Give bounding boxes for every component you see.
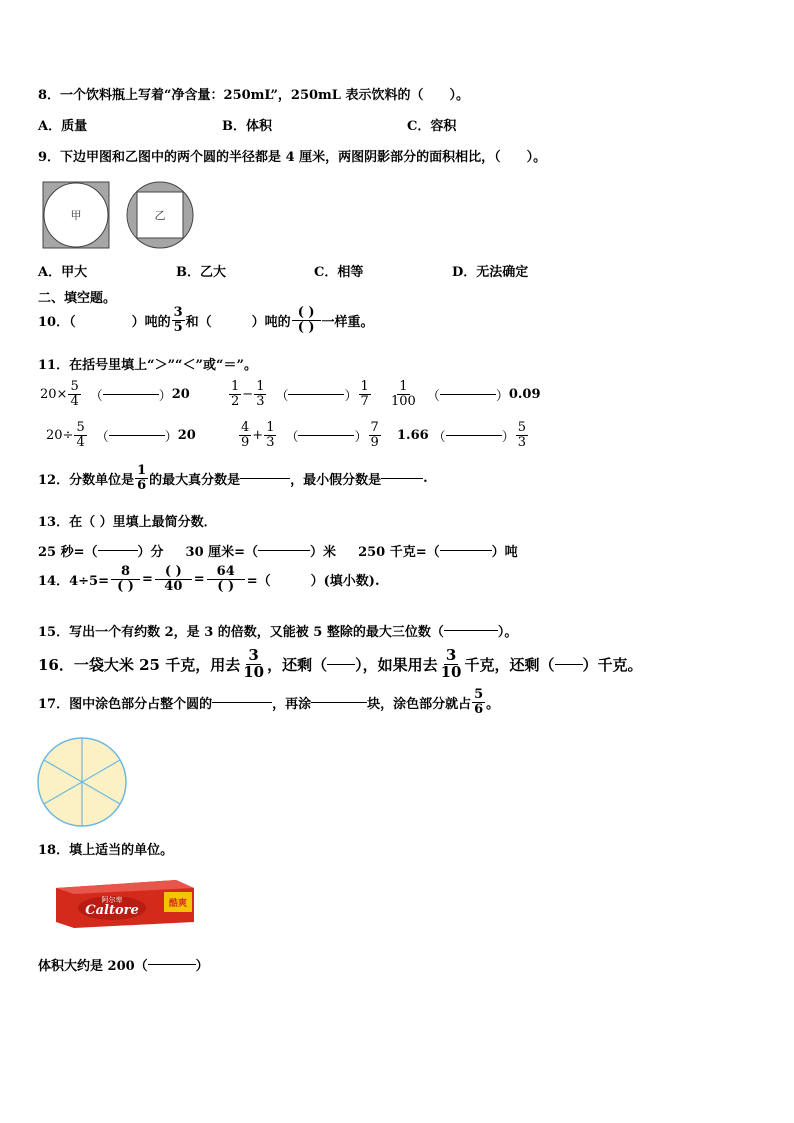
q18-stem: 18．填上适当的单位。 (38, 843, 174, 858)
q8-option-a: A．质量 (38, 119, 88, 134)
q11-r2c3: 1.66 （ ） $\frac{5}{3}$ (397, 420, 526, 450)
q9-stem: 9．下边甲图和乙图中的两个圆的半径都是 4 厘米，两图阴影部分的面积相比，（ ）。 (38, 150, 547, 165)
q9-option-d: D．无法确定 (452, 265, 529, 280)
q16: 16．一袋大米 25 千克，用去 $\frac{3}{10}$ ，还剩（ ），如果用去 $\frac{3}{10}$ 千克，还剩（ ）千克。 (38, 646, 643, 681)
q13-stem: 13．在（ ）里填上最简分数． (38, 515, 217, 530)
q11-r1c1: 20× $\frac{5}{4}$ （ ） 20 (40, 379, 190, 409)
toothpaste-box-image (54, 878, 196, 930)
q11-r2c2: $\frac{4}{9}$ + $\frac{1}{3}$ （ ） $\frac{7}{9}$ (241, 420, 379, 450)
q17: 17．图中涂色部分占整个圆的 ，再涂 块，涂色部分就占 $\frac{5}{6}$ 。 (38, 687, 500, 717)
svg-text:酷爽: 酷爽 (168, 899, 188, 909)
figure-yi-label: 乙 (154, 209, 166, 222)
q8-option-c: C．容积 (407, 119, 457, 134)
q10: 10．（ ）吨的 $\frac{3}{5}$ 和（ ）吨的 $\frac{( )}{( )}$ 一样重。 (38, 305, 374, 335)
q14: 14．4÷5= $\frac{8}{( )}$ = $\frac{( )}{40}$ = $\frac{64}{( )}$ =（ ）(填小数). (38, 564, 380, 594)
svg-text:阿尔卑: 阿尔卑 (101, 896, 123, 904)
q18-answer: 体积大约是 200（ ） (38, 959, 209, 974)
figure-jia (43, 182, 109, 248)
q9-option-c: C．相等 (314, 265, 364, 280)
q12: 12．分数单位是 $\frac{1}{6}$ 的最大真分数是 ，最小假分数是 . (38, 463, 428, 493)
q11-r1c2: $\frac{1}{2}$ − $\frac{1}{3}$ （ ） $\frac{1}{7}$ (231, 379, 369, 409)
figure-jia-label: 甲 (70, 209, 82, 222)
q9-option-b: B．乙大 (176, 265, 226, 280)
q11-r1c3: $\frac{1}{100}$ （ ） 0.09 (391, 379, 541, 409)
q11-r2c1: 20÷ $\frac{5}{4}$ （ ） 20 (46, 420, 196, 450)
q9-option-a: A．甲大 (38, 265, 88, 280)
q15: 15．写出一个有约数 2，是 3 的倍数，又能被 5 整除的最大三位数（ ）。 (38, 625, 518, 640)
figure-yi (127, 182, 193, 248)
q11-stem: 11．在括号里填上“＞”“＜”或“＝”。 (38, 358, 257, 373)
q13-items: 25 秒=（ ）分 30 厘米=（ ）米 250 千克=（ ）吨 (38, 545, 518, 560)
q17-pie-chart (36, 736, 128, 828)
q8-stem: 8．一个饮料瓶上写着“净含量：250mL”，250mL 表示饮料的（ ）。 (38, 88, 469, 103)
svg-text:Caltore: Caltore (85, 903, 139, 918)
q9-figures (42, 181, 198, 249)
q8-option-b: B．体积 (222, 119, 272, 134)
section-heading: 二、填空题。 (38, 291, 117, 306)
